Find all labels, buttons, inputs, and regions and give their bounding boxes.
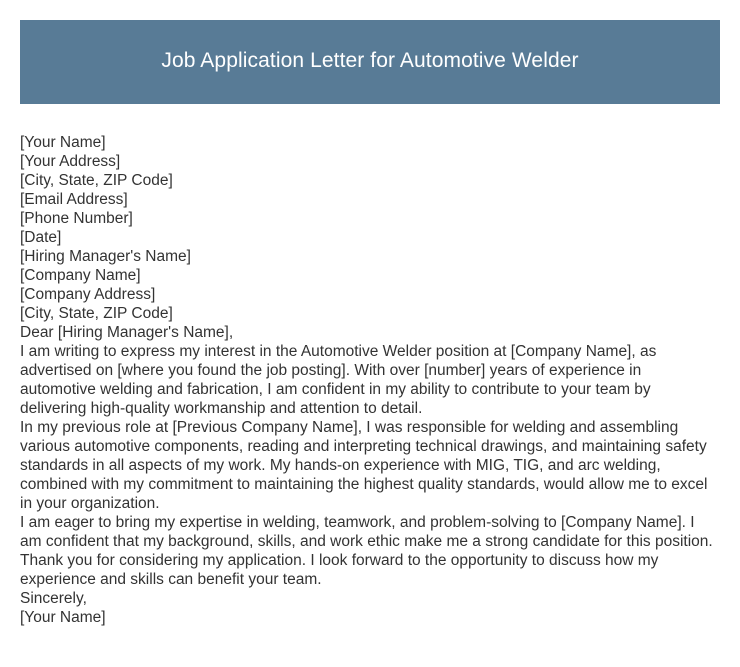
paragraph-intro: I am writing to express my interest in the Automotive Welder position at [Company Name], as advertised on [where you found the job posting]. With over [number] years of experience in automotive welding and fabrication, I am confident in my ability to contribute to your team by delivering high-quality workmanship and attention to detail. xyxy=(20,343,657,417)
paragraph-motivation: I am eager to bring my expertise in welding, teamwork, and problem-solving to [Company Name]. I am confident that my background, skills, and work ethic make me a strong candidate for this position. xyxy=(20,514,713,550)
sender-phone: [Phone Number] xyxy=(20,210,133,227)
letter-body xyxy=(20,133,720,627)
recipient-city: [City, State, ZIP Code] xyxy=(20,305,173,322)
sender-name: [Your Name] xyxy=(20,134,106,151)
salutation: Dear [Hiring Manager's Name], xyxy=(20,324,234,341)
recipient-name: [Hiring Manager's Name] xyxy=(20,248,191,265)
sender-email: [Email Address] xyxy=(20,191,128,208)
letter-date: [Date] xyxy=(20,229,62,246)
recipient-company: [Company Name] xyxy=(20,267,141,284)
page-title: Job Application Letter for Automotive Welder xyxy=(161,49,579,72)
paragraph-thanks: Thank you for considering my application. I look forward to the opportunity to discuss how my experience and skills can benefit your team. xyxy=(20,552,659,588)
sender-city: [City, State, ZIP Code] xyxy=(20,172,173,189)
paragraph-experience: In my previous role at [Previous Company Name], I was responsible for welding and assembling various automotive components, reading and interpreting technical drawings, and maintaining safety standards in all aspects of my work. My hands-on experience with MIG, TIG, and arc welding, combined with my commitment to maintaining the highest quality standards, would allow me to excel in your organization. xyxy=(20,419,708,512)
recipient-address: [Company Address] xyxy=(20,286,156,303)
signature: [Your Name] xyxy=(20,609,106,626)
closing: Sincerely, xyxy=(20,590,87,607)
sender-address: [Your Address] xyxy=(20,153,121,170)
header-banner xyxy=(20,20,720,104)
